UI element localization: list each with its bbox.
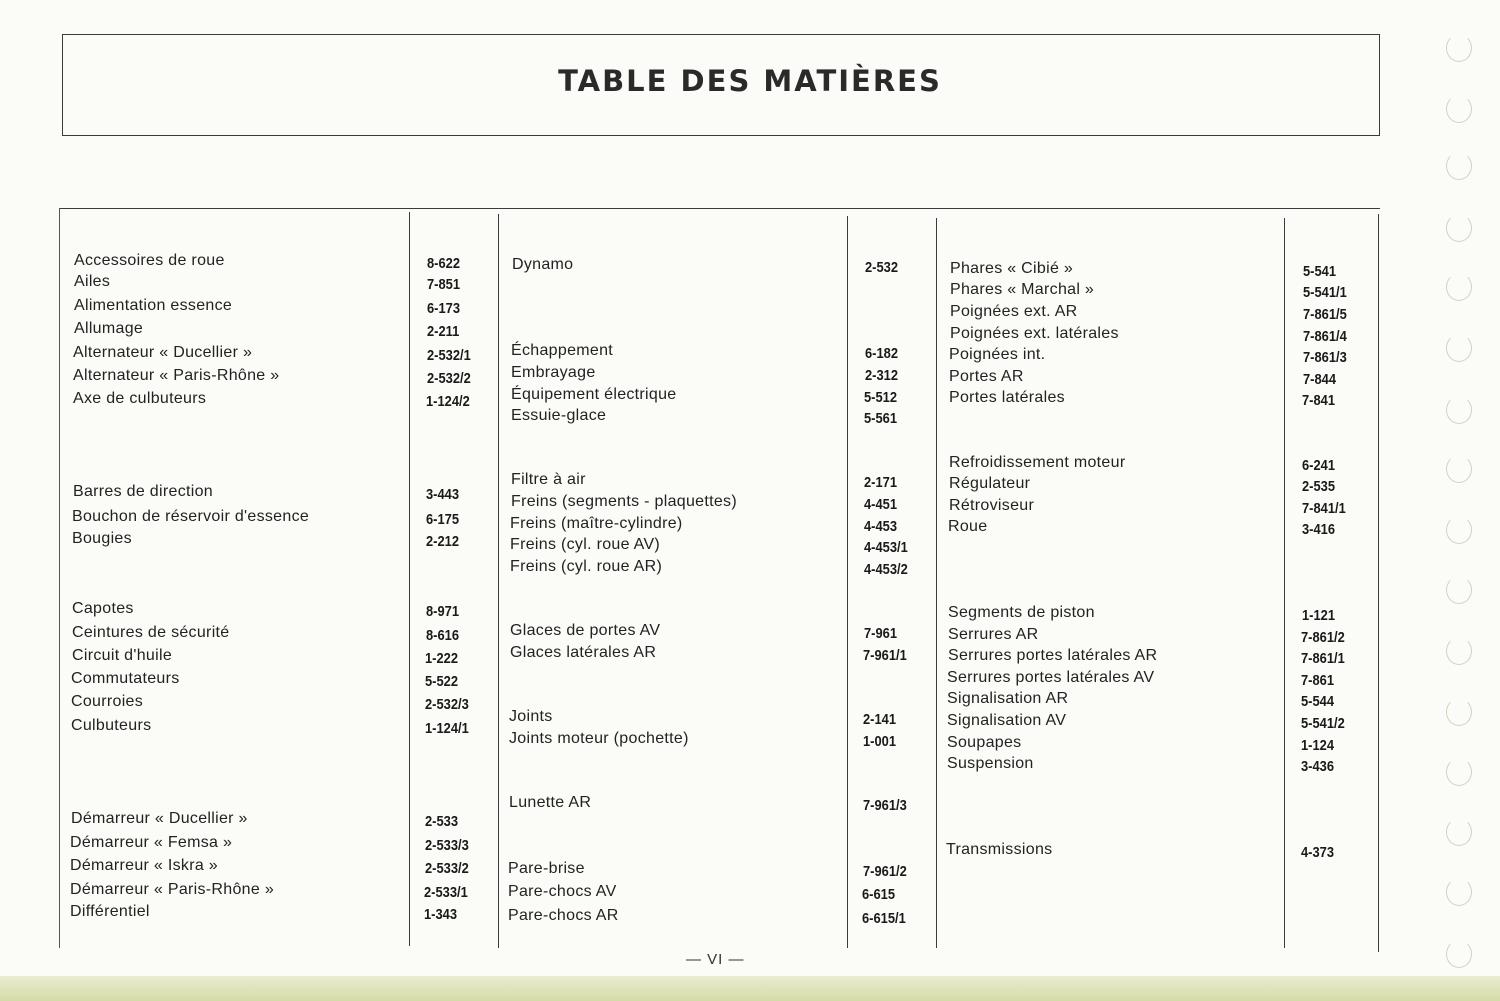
binder-hole bbox=[1446, 34, 1472, 62]
index-entry-label: Signalisation AV bbox=[947, 712, 1067, 729]
index-entry-label: Phares « Marchal » bbox=[950, 281, 1095, 298]
index-entry-label: Phares « Cibié » bbox=[950, 260, 1074, 277]
index-entry-label: Portes AR bbox=[949, 368, 1024, 385]
index-entry-reference: 7-841 bbox=[1302, 392, 1336, 409]
index-entry-reference: 2-532/1 bbox=[427, 347, 471, 364]
binder-hole bbox=[1446, 273, 1472, 301]
index-entry-reference: 5-544 bbox=[1301, 693, 1335, 710]
index-entry-reference: 7-841/1 bbox=[1302, 500, 1346, 517]
index-entry-reference: 2-211 bbox=[427, 323, 460, 340]
binder-hole bbox=[1446, 152, 1472, 180]
table-top-rule bbox=[60, 208, 1380, 209]
index-entry-label: Roue bbox=[948, 518, 988, 535]
index-entry-reference: 6-241 bbox=[1302, 457, 1336, 474]
index-entry-reference: 6-175 bbox=[426, 511, 460, 528]
column-divider bbox=[1284, 218, 1285, 948]
index-entry-label: Pare-chocs AR bbox=[508, 907, 619, 924]
index-entry-reference: 6-615 bbox=[862, 886, 896, 903]
index-entry-label: Culbuteurs bbox=[71, 717, 152, 734]
index-entry-reference: 2-533/2 bbox=[425, 860, 469, 877]
index-entry-label: Poignées ext. AR bbox=[950, 303, 1078, 320]
index-entry-label: Barres de direction bbox=[73, 483, 213, 500]
index-entry-label: Alternateur « Ducellier » bbox=[73, 344, 253, 361]
page-title: TABLE DES MATIÈRES bbox=[558, 64, 942, 98]
index-entry-label: Lunette AR bbox=[509, 794, 592, 811]
index-entry-label: Pare-chocs AV bbox=[508, 883, 617, 900]
index-entry-label: Freins (cyl. roue AV) bbox=[510, 536, 661, 553]
index-entry-label: Transmissions bbox=[946, 841, 1053, 858]
index-entry-reference: 4-373 bbox=[1301, 844, 1335, 861]
index-entry-reference: 5-522 bbox=[425, 673, 459, 690]
index-entry-reference: 7-861/4 bbox=[1303, 328, 1347, 345]
index-entry-label: Glaces latérales AR bbox=[510, 644, 657, 661]
index-entry-label: Alimentation essence bbox=[74, 297, 233, 314]
index-entry-reference: 5-512 bbox=[864, 389, 898, 406]
index-entry-label: Équipement électrique bbox=[511, 386, 677, 403]
index-entry-label: Ceintures de sécurité bbox=[72, 624, 230, 641]
index-entry-reference: 8-616 bbox=[426, 627, 460, 644]
index-entry-reference: 2-535 bbox=[1302, 478, 1336, 495]
index-entry-reference: 5-561 bbox=[864, 410, 898, 427]
index-entry-label: Ailes bbox=[74, 273, 111, 290]
index-entry-reference: 2-533/3 bbox=[425, 837, 469, 854]
binder-hole bbox=[1446, 940, 1472, 968]
index-entry-reference: 7-861/3 bbox=[1303, 349, 1347, 366]
index-entry-reference: 2-312 bbox=[865, 367, 899, 384]
index-entry-reference: 2-532 bbox=[865, 259, 899, 276]
index-entry-reference: 6-173 bbox=[427, 300, 461, 317]
index-entry-reference: 8-971 bbox=[426, 603, 460, 620]
index-entry-label: Capotes bbox=[72, 600, 134, 617]
index-entry-reference: 7-851 bbox=[427, 276, 461, 293]
index-entry-label: Freins (cyl. roue AR) bbox=[510, 558, 663, 575]
index-entry-reference: 4-453/1 bbox=[864, 539, 908, 556]
binder-hole bbox=[1446, 95, 1472, 123]
index-entry-label: Glaces de portes AV bbox=[510, 622, 661, 639]
binder-hole bbox=[1446, 637, 1472, 665]
index-entry-label: Refroidissement moteur bbox=[949, 454, 1126, 471]
index-entry-reference: 1-343 bbox=[424, 906, 458, 923]
binder-hole bbox=[1446, 698, 1472, 726]
index-entry-reference: 7-844 bbox=[1303, 371, 1337, 388]
index-entry-reference: 1-124/2 bbox=[426, 393, 470, 410]
index-entry-label: Bouchon de réservoir d'essence bbox=[72, 508, 310, 525]
index-entry-reference: 7-961/2 bbox=[863, 863, 907, 880]
index-entry-label: Dynamo bbox=[512, 256, 574, 273]
index-entry-label: Joints moteur (pochette) bbox=[509, 730, 689, 747]
index-entry-reference: 5-541/2 bbox=[1301, 715, 1345, 732]
index-entry-label: Démarreur « Ducellier » bbox=[71, 810, 248, 827]
index-entry-label: Axe de culbuteurs bbox=[73, 390, 207, 407]
index-entry-reference: 7-961/1 bbox=[863, 647, 907, 664]
index-entry-reference: 1-121 bbox=[1302, 607, 1336, 624]
index-entry-label: Pare-brise bbox=[508, 860, 585, 877]
index-entry-reference: 2-141 bbox=[863, 711, 897, 728]
index-entry-reference: 7-861/2 bbox=[1301, 629, 1345, 646]
column-divider bbox=[498, 214, 499, 948]
table-left-rule bbox=[59, 208, 60, 948]
binder-hole bbox=[1446, 576, 1472, 604]
index-entry-label: Démarreur « Paris-Rhône » bbox=[70, 881, 275, 898]
index-entry-label: Échappement bbox=[511, 342, 614, 359]
index-entry-label: Freins (segments - plaquettes) bbox=[511, 493, 737, 510]
index-entry-label: Commutateurs bbox=[71, 670, 180, 687]
bottom-band bbox=[0, 976, 1500, 1001]
index-entry-label: Signalisation AR bbox=[947, 690, 1069, 707]
column-divider bbox=[936, 218, 937, 948]
binder-hole bbox=[1446, 334, 1472, 362]
binder-hole bbox=[1446, 396, 1472, 424]
index-entry-reference: 7-861 bbox=[1301, 672, 1335, 689]
index-entry-reference: 2-533 bbox=[425, 813, 459, 830]
index-entry-reference: 7-861/5 bbox=[1303, 306, 1347, 323]
index-entry-label: Serrures portes latérales AR bbox=[948, 647, 1158, 664]
index-entry-label: Freins (maître-cylindre) bbox=[510, 515, 683, 532]
index-entry-reference: 7-961/3 bbox=[863, 797, 907, 814]
index-entry-reference: 4-453 bbox=[864, 518, 898, 535]
index-entry-reference: 1-124 bbox=[1301, 737, 1335, 754]
page-number: — VI — bbox=[686, 951, 745, 968]
column-divider bbox=[409, 212, 410, 946]
index-entry-label: Circuit d'huile bbox=[72, 647, 173, 664]
index-entry-label: Embrayage bbox=[511, 364, 596, 381]
index-entry-reference: 1-124/1 bbox=[425, 720, 469, 737]
index-entry-reference: 5-541 bbox=[1303, 263, 1337, 280]
index-entry-label: Segments de piston bbox=[948, 604, 1095, 621]
index-entry-label: Régulateur bbox=[949, 475, 1031, 492]
index-entry-reference: 6-182 bbox=[865, 345, 899, 362]
index-entry-reference: 3-416 bbox=[1302, 521, 1336, 538]
index-entry-reference: 4-451 bbox=[864, 496, 898, 513]
index-entry-reference: 3-443 bbox=[426, 486, 460, 503]
binder-hole bbox=[1446, 516, 1472, 544]
index-entry-reference: 2-212 bbox=[426, 533, 460, 550]
index-entry-reference: 2-171 bbox=[864, 474, 898, 491]
index-entry-reference: 4-453/2 bbox=[864, 561, 908, 578]
index-entry-label: Courroies bbox=[71, 693, 144, 710]
binder-hole bbox=[1446, 758, 1472, 786]
binder-hole bbox=[1446, 878, 1472, 906]
index-entry-reference: 7-861/1 bbox=[1301, 650, 1345, 667]
index-entry-label: Poignées int. bbox=[949, 346, 1046, 363]
index-entry-reference: 2-532/3 bbox=[425, 696, 469, 713]
index-entry-label: Poignées ext. latérales bbox=[950, 325, 1119, 342]
table-right-rule bbox=[1378, 214, 1379, 952]
index-entry-label: Joints bbox=[509, 708, 553, 725]
binder-hole bbox=[1446, 818, 1472, 846]
index-entry-label: Rétroviseur bbox=[949, 497, 1035, 514]
index-entry-label: Différentiel bbox=[70, 903, 150, 920]
index-entry-label: Essuie-glace bbox=[511, 407, 607, 424]
index-entry-label: Démarreur « Femsa » bbox=[70, 834, 233, 851]
index-entry-reference: 3-436 bbox=[1301, 758, 1335, 775]
column-divider bbox=[847, 216, 848, 948]
index-entry-label: Accessoires de roue bbox=[74, 252, 225, 269]
index-entry-reference: 1-222 bbox=[425, 650, 459, 667]
index-entry-reference: 5-541/1 bbox=[1303, 284, 1347, 301]
index-entry-label: Allumage bbox=[74, 320, 144, 337]
index-entry-label: Filtre à air bbox=[511, 471, 586, 488]
index-entry-label: Serrures portes latérales AV bbox=[947, 669, 1155, 686]
index-entry-reference: 2-533/1 bbox=[424, 884, 468, 901]
index-entry-reference: 7-961 bbox=[864, 625, 898, 642]
index-entry-reference: 8-622 bbox=[427, 255, 461, 272]
index-entry-reference: 2-532/2 bbox=[427, 370, 471, 387]
binder-hole bbox=[1446, 455, 1472, 483]
index-entry-label: Portes latérales bbox=[949, 389, 1065, 406]
index-entry-reference: 1-001 bbox=[863, 733, 897, 750]
index-entry-reference: 6-615/1 bbox=[862, 910, 906, 927]
binder-hole bbox=[1446, 214, 1472, 242]
index-entry-label: Démarreur « Iskra » bbox=[70, 857, 218, 874]
index-entry-label: Soupapes bbox=[947, 734, 1022, 751]
index-entry-label: Alternateur « Paris-Rhône » bbox=[73, 367, 280, 384]
index-entry-label: Serrures AR bbox=[948, 626, 1039, 643]
index-entry-label: Bougies bbox=[72, 530, 132, 547]
index-entry-label: Suspension bbox=[947, 755, 1034, 772]
